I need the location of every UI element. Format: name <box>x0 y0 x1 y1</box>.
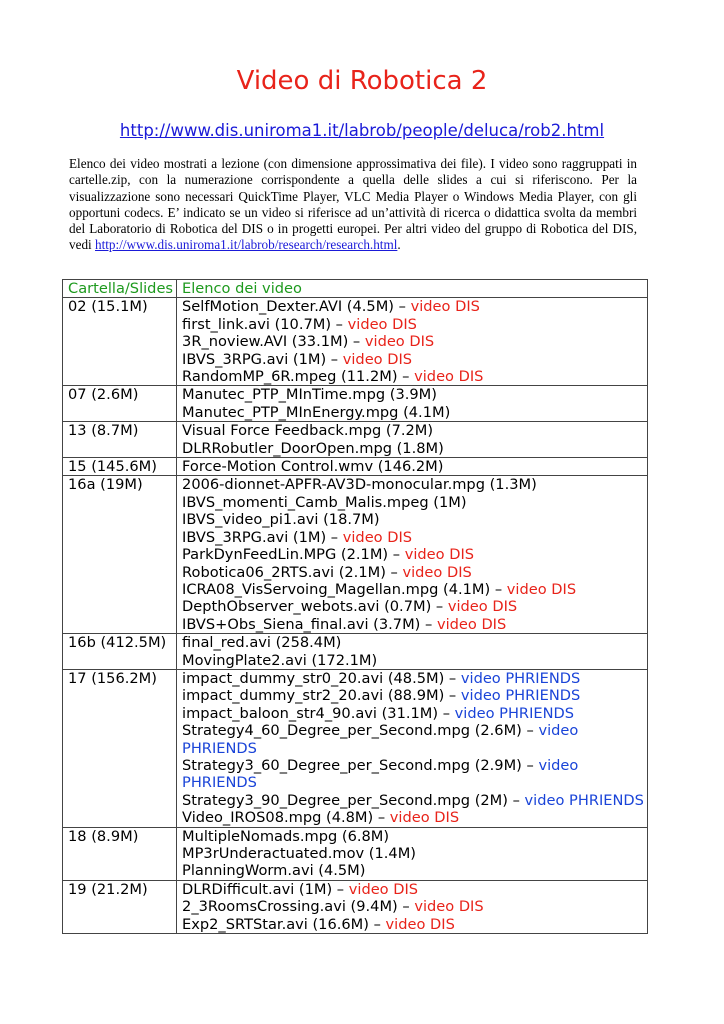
video-filename: impact_dummy_str2_20.avi (88.9M) <box>182 687 445 705</box>
video-filename: ParkDynFeedLin.MPG (2.1M) <box>182 546 389 564</box>
video-item <box>182 333 644 350</box>
videos-cell <box>177 880 648 933</box>
video-separator: – <box>332 880 349 898</box>
video-item <box>182 757 644 792</box>
video-source-tag: video PHRIENDS <box>182 722 579 757</box>
video-item <box>182 351 644 368</box>
header-folder: Cartella/Slides <box>63 280 177 298</box>
video-filename: DepthObserver_webots.avi (0.7M) <box>182 598 432 616</box>
folder-cell: 15 (145.6M) <box>63 458 177 476</box>
video-separator: – <box>385 563 403 581</box>
video-item <box>182 440 644 457</box>
video-filename: Strategy3_60_Degree_per_Second.mpg (2.9M) <box>182 756 522 774</box>
video-source-tag: video DIS <box>402 563 472 581</box>
video-item <box>182 705 644 722</box>
videos-cell <box>177 669 648 827</box>
video-item <box>182 828 644 845</box>
video-item <box>182 494 644 511</box>
video-separator: – <box>331 315 348 333</box>
folder-cell: 07 (2.6M) <box>63 386 177 422</box>
table-row <box>63 880 648 933</box>
video-item <box>182 809 644 826</box>
video-filename: Manutec_PTP_MInEnergy.mpg (4.1M) <box>182 403 451 421</box>
video-item <box>182 422 644 439</box>
video-item <box>182 792 644 809</box>
video-separator: – <box>394 298 411 316</box>
video-filename: Strategy3_90_Degree_per_Second.mpg (2M) <box>182 791 508 809</box>
video-item <box>182 476 644 493</box>
videos-cell <box>177 422 648 458</box>
video-separator: – <box>348 333 365 351</box>
video-item <box>182 862 644 879</box>
video-separator: – <box>326 528 343 546</box>
video-filename: IBVS_3RPG.avi (1M) <box>182 528 327 546</box>
video-source-tag: video DIS <box>385 915 455 933</box>
video-filename: Exp2_SRTStar.avi (16.6M) <box>182 915 369 933</box>
video-separator: – <box>521 756 539 774</box>
video-filename: IBVS_3RPG.avi (1M) <box>182 350 327 368</box>
videos-cell <box>177 386 648 422</box>
video-source-tag: video DIS <box>447 598 518 616</box>
folder-cell: 02 (15.1M) <box>63 298 177 386</box>
video-filename: RandomMP_6R.mpeg (11.2M) <box>182 368 398 386</box>
video-filename: impact_dummy_str0_20.avi (48.5M) <box>182 669 445 687</box>
table-row <box>63 386 648 422</box>
video-filename: 2006-dionnet-APFR-AV3D-monocular.mpg (1.3M) <box>182 476 537 494</box>
video-source-tag: video DIS <box>342 350 413 368</box>
video-item <box>182 687 644 704</box>
video-filename: MultipleNomads.mpg (6.8M) <box>182 827 390 845</box>
video-filename: PlanningWorm.avi (4.5M) <box>182 862 366 880</box>
video-item <box>182 404 644 421</box>
folder-cell: 17 (156.2M) <box>63 669 177 827</box>
video-source-tag: video DIS <box>347 315 417 333</box>
video-source-tag: video DIS <box>342 528 413 546</box>
video-item <box>182 670 644 687</box>
video-separator: – <box>326 350 343 368</box>
video-filename: final_red.avi (258.4M) <box>182 634 342 652</box>
video-source-tag: video PHRIENDS <box>454 704 575 722</box>
video-item <box>182 458 644 475</box>
video-source-tag: video DIS <box>364 333 435 351</box>
video-source-tag: video PHRIENDS <box>460 669 581 687</box>
table-row <box>63 634 648 670</box>
video-separator: – <box>521 722 539 740</box>
video-filename: Strategy4_60_Degree_per_Second.mpg (2.6M) <box>182 722 522 740</box>
video-filename: ICRA08_VisServoing_Magellan.mpg (4.1M) <box>182 580 491 598</box>
videos-cell <box>177 458 648 476</box>
intro-end: . <box>397 237 401 253</box>
video-separator: – <box>368 915 386 933</box>
video-item <box>182 898 644 915</box>
video-item <box>182 529 644 546</box>
folder-cell: 16b (412.5M) <box>63 634 177 670</box>
video-filename: IBVS_video_pi1.avi (18.7M) <box>182 511 380 529</box>
intro-text: Elenco dei video mostrati a lezione (con dimensione approssimativa dei file). I video sono raggruppati in cartelle.zip, con la numerazione corrispondente a quella delle slides a cui si riferiscono. Per la visualizzazione sono necessari QuickTime Player, VLC Media Player o Windows Media Player, con gli opportuni codecs. E’ indicato se un video si riferisce ad un’attività di ricerca o didattica svolta da membri del Laboratorio di Robotica del DIS o in progetti europei. Per altri video del gruppo di Robotica del DIS, vedi <box>69 156 637 253</box>
video-item <box>182 916 644 933</box>
table-row <box>63 458 648 476</box>
table-row <box>63 422 648 458</box>
video-separator: – <box>431 598 448 616</box>
video-separator: – <box>373 809 390 827</box>
video-filename: Visual Force Feedback.mpg (7.2M) <box>182 422 434 440</box>
video-item <box>182 616 644 633</box>
video-separator: – <box>397 898 415 916</box>
videos-cell <box>177 634 648 670</box>
video-item <box>182 598 644 615</box>
video-item <box>182 845 644 862</box>
video-separator: – <box>444 687 461 705</box>
video-filename: impact_baloon_str4_90.avi (31.1M) <box>182 704 439 722</box>
table-row <box>63 669 648 827</box>
video-source-tag: video DIS <box>410 298 480 316</box>
video-item <box>182 316 644 333</box>
video-separator: – <box>438 704 455 722</box>
video-filename: Force-Motion Control.wmv (146.2M) <box>182 458 444 476</box>
videos-cell <box>177 298 648 386</box>
videos-cell <box>177 827 648 880</box>
table-row <box>63 476 648 634</box>
video-source-tag: video PHRIENDS <box>460 687 581 705</box>
video-filename: Manutec_PTP_MInTime.mpg (3.9M) <box>182 386 437 404</box>
videos-cell <box>177 476 648 634</box>
table-body <box>63 298 648 934</box>
video-filename: Robotica06_2RTS.avi (2.1M) <box>182 563 386 581</box>
video-item <box>182 386 644 403</box>
research-link[interactable]: http://www.dis.uniroma1.it/labrob/research/research.html <box>95 237 398 253</box>
video-item <box>182 511 644 528</box>
video-separator: – <box>490 580 507 598</box>
page-url-link[interactable]: http://www.dis.uniroma1.it/labrob/people/deluca/rob2.html <box>119 121 605 140</box>
video-source-tag: video DIS <box>404 546 475 564</box>
folder-cell: 16a (19M) <box>63 476 177 634</box>
video-item <box>182 546 644 563</box>
video-separator: – <box>444 669 461 687</box>
video-filename: DLRRobutler_DoorOpen.mpg (1.8M) <box>182 439 444 457</box>
video-filename: MovingPlate2.avi (172.1M) <box>182 651 378 669</box>
video-source-tag: video DIS <box>389 809 460 827</box>
video-item <box>182 298 644 315</box>
table-row <box>63 298 648 386</box>
video-filename: DLRDifficult.avi (1M) <box>182 880 333 898</box>
video-filename: 2_3RoomsCrossing.avi (9.4M) <box>182 898 398 916</box>
header-videos: Elenco dei video <box>177 280 648 298</box>
video-filename: first_link.avi (10.7M) <box>182 315 332 333</box>
video-filename: 3R_noview.AVI (33.1M) <box>182 333 349 351</box>
video-source-tag: video PHRIENDS <box>182 756 579 792</box>
video-separator: – <box>397 368 415 386</box>
folder-cell: 18 (8.9M) <box>63 827 177 880</box>
video-filename: Video_IROS08.mpg (4.8M) <box>182 809 374 827</box>
video-separator: – <box>388 546 405 564</box>
table-row <box>63 827 648 880</box>
page-title: Video di Robotica 2 <box>236 66 488 96</box>
table-header-row <box>63 280 648 298</box>
video-source-tag: video DIS <box>414 368 484 386</box>
video-item <box>182 634 644 651</box>
video-separator: – <box>420 615 437 633</box>
video-filename: IBVS_momenti_Camb_Malis.mpeg (1M) <box>182 493 467 511</box>
video-item <box>182 881 644 898</box>
video-source-tag: video PHRIENDS <box>524 791 644 809</box>
video-source-tag: video DIS <box>348 880 419 898</box>
folder-cell: 19 (21.2M) <box>63 880 177 933</box>
video-item <box>182 722 644 757</box>
video-separator: – <box>507 791 525 809</box>
video-table <box>62 279 648 934</box>
video-item <box>182 652 644 669</box>
video-filename: MP3rUnderactuated.mov (1.4M) <box>182 845 416 862</box>
video-item <box>182 581 644 598</box>
intro-paragraph <box>69 156 637 254</box>
video-source-tag: video DIS <box>506 580 577 598</box>
folder-cell: 13 (8.7M) <box>63 422 177 458</box>
video-item <box>182 564 644 581</box>
video-filename: IBVS+Obs_Siena_final.avi (3.7M) <box>182 615 421 633</box>
video-source-tag: video DIS <box>414 898 484 916</box>
video-source-tag: video DIS <box>436 615 507 633</box>
video-filename: SelfMotion_Dexter.AVI (4.5M) <box>182 298 394 316</box>
page-url <box>0 121 724 140</box>
video-item <box>182 368 644 385</box>
